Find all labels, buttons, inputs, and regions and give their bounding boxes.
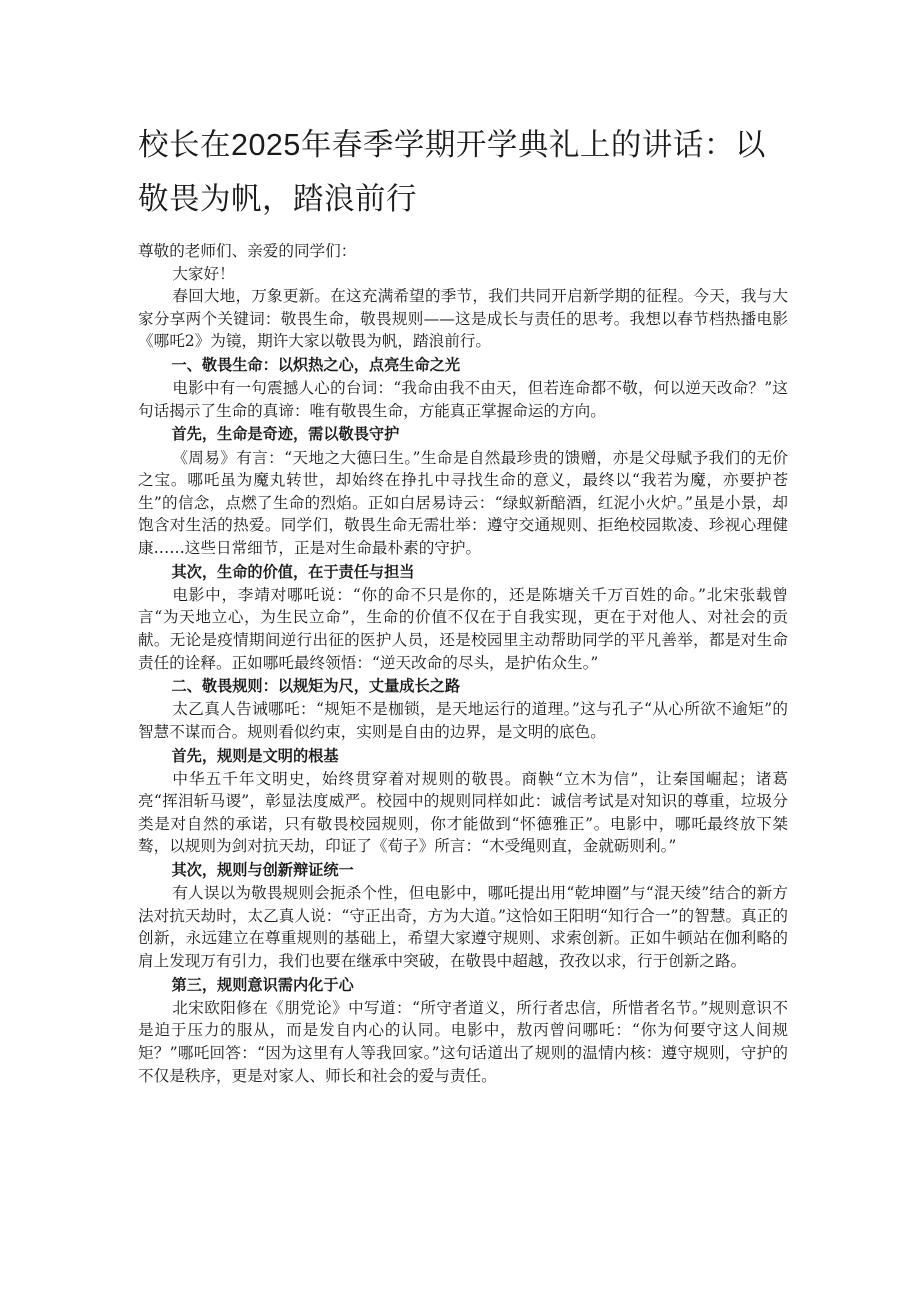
section-paragraph-5: 中华五千年文明史，始终贯穿着对规则的敬畏。商鞅“立木为信”，让秦国崛起；诸葛亮“挥泪斩马谡”，彰显法度威严。校园中的规则同样如此：诚信考试是对知识的尊重，垃圾分类是对自然的承诺，只有敬畏校园规则，你才能做到“怀德雅正”。电影中，哪吒最终放下桀骜，以规则为剑对抗天劫，印证了《荀子》所言：“木受绳则直，金就砺则利。” [138, 769, 788, 856]
section-paragraph-3: 电影中，李靖对哪吒说：“你的命不只是你的，还是陈塘关千万百姓的命。”北宋张载曾言“为天地立心，为生民立命”，生命的价值不仅在于自我实现，更在于对他人、对社会的贡献。无论是疫情期间逆行出征的医护人员，还是校园里主动帮助同学的平凡善举，都是对生命责任的诠释。正如哪吒最终领悟：“逆天改命的尽头，是护佑众生。” [138, 585, 788, 672]
speech-body [138, 240, 788, 1087]
section-heading-4: 二、敬畏规则：以规矩为尺，丈量成长之路 [171, 677, 460, 696]
section-heading-3: 其次，生命的价值，在于责任与担当 [171, 562, 415, 581]
section-heading-7: 第三，规则意识需内化于心 [171, 975, 354, 994]
section-heading-6: 其次，规则与创新辩证统一 [171, 861, 354, 880]
section-paragraph-4: 太乙真人告诫哪吒：“规矩不是枷锁，是天地运行的道理。”这与孔子“从心所欲不逾矩”的智慧不谋而合。规则看似约束，实则是自由的边界，是文明的底色。 [138, 700, 788, 741]
section-paragraph-7: 北宋欧阳修在《朋党论》中写道：“所守者道义，所行者忠信，所惜者名节。”规则意识不是迫于压力的服从，而是发自内心的认同。电影中，敖丙曾问哪吒：“你为何要守这人间规矩？”哪吒回答：“因为这里有人等我回家。”这句话道出了规则的温情内核：遵守规则，守护的不仅是秩序，更是对家人、师长和社会的爱与责任。 [138, 998, 788, 1085]
document-title: 校长在2025年春季学期开学典礼上的讲话：以敬畏为帆，踏浪前行 [138, 128, 766, 216]
section-heading-2: 首先，生命是奇迹，需以敬畏守护 [171, 425, 400, 444]
intro-paragraph: 春回大地，万象更新。在这充满希望的季节，我们共同开启新学期的征程。今天，我与大家分享两个关键词：敬畏生命，敬畏规则——这是成长与责任的思考。我想以春节档热播电影《哪吒2》为镜，期许大家以敬畏为帆，踏浪前行。 [138, 287, 788, 351]
salutation: 尊敬的老师们、亲爱的同学们： [138, 242, 357, 260]
section-paragraph-6: 有人误以为敬畏规则会扼杀个性，但电影中，哪吒提出用“乾坤圈”与“混天绫”结合的新方法对抗天劫时，太乙真人说：“守正出奇，方为大道。”这恰如王阳明“知行合一”的智慧。真正的创新，永远建立在尊重规则的基础上，希望大家遵守规则、求索创新。正如牛顿站在伽利略的肩上发现万有引力，我们也要在继承中突破，在敬畏中超越，孜孜以求，行于创新之路。 [138, 884, 788, 971]
section-heading-1: 一、敬畏生命：以炽热之心，点亮生命之光 [171, 355, 460, 374]
section-paragraph-2: 《周易》有言：“天地之大德曰生。”生命是自然最珍贵的馈赠，亦是父母赋予我们的无价之宝。哪吒虽为魔丸转世，却始终在挣扎中寻找生命的意义，最终以“我若为魔，亦要护苍生”的信念，点燃了生命的烈焰。正如白居易诗云：“绿蚁新醅酒，红泥小火炉。”虽是小景，却饱含对生活的热爱。同学们，敬畏生命无需壮举：遵守交通规则、拒绝校园欺凌、珍视心理健康……这些日常细节，正是对生命最朴素的守护。 [138, 448, 788, 557]
section-paragraph-1: 电影中有一句震撼人心的台词：“我命由我不由天，但若连命都不敬，何以逆天改命？”这句话揭示了生命的真谛：唯有敬畏生命，方能真正掌握命运的方向。 [138, 379, 788, 420]
section-heading-5: 首先，规则是文明的根基 [171, 746, 339, 765]
greeting-hello: 大家好！ [172, 264, 235, 283]
document-page [138, 118, 788, 1087]
